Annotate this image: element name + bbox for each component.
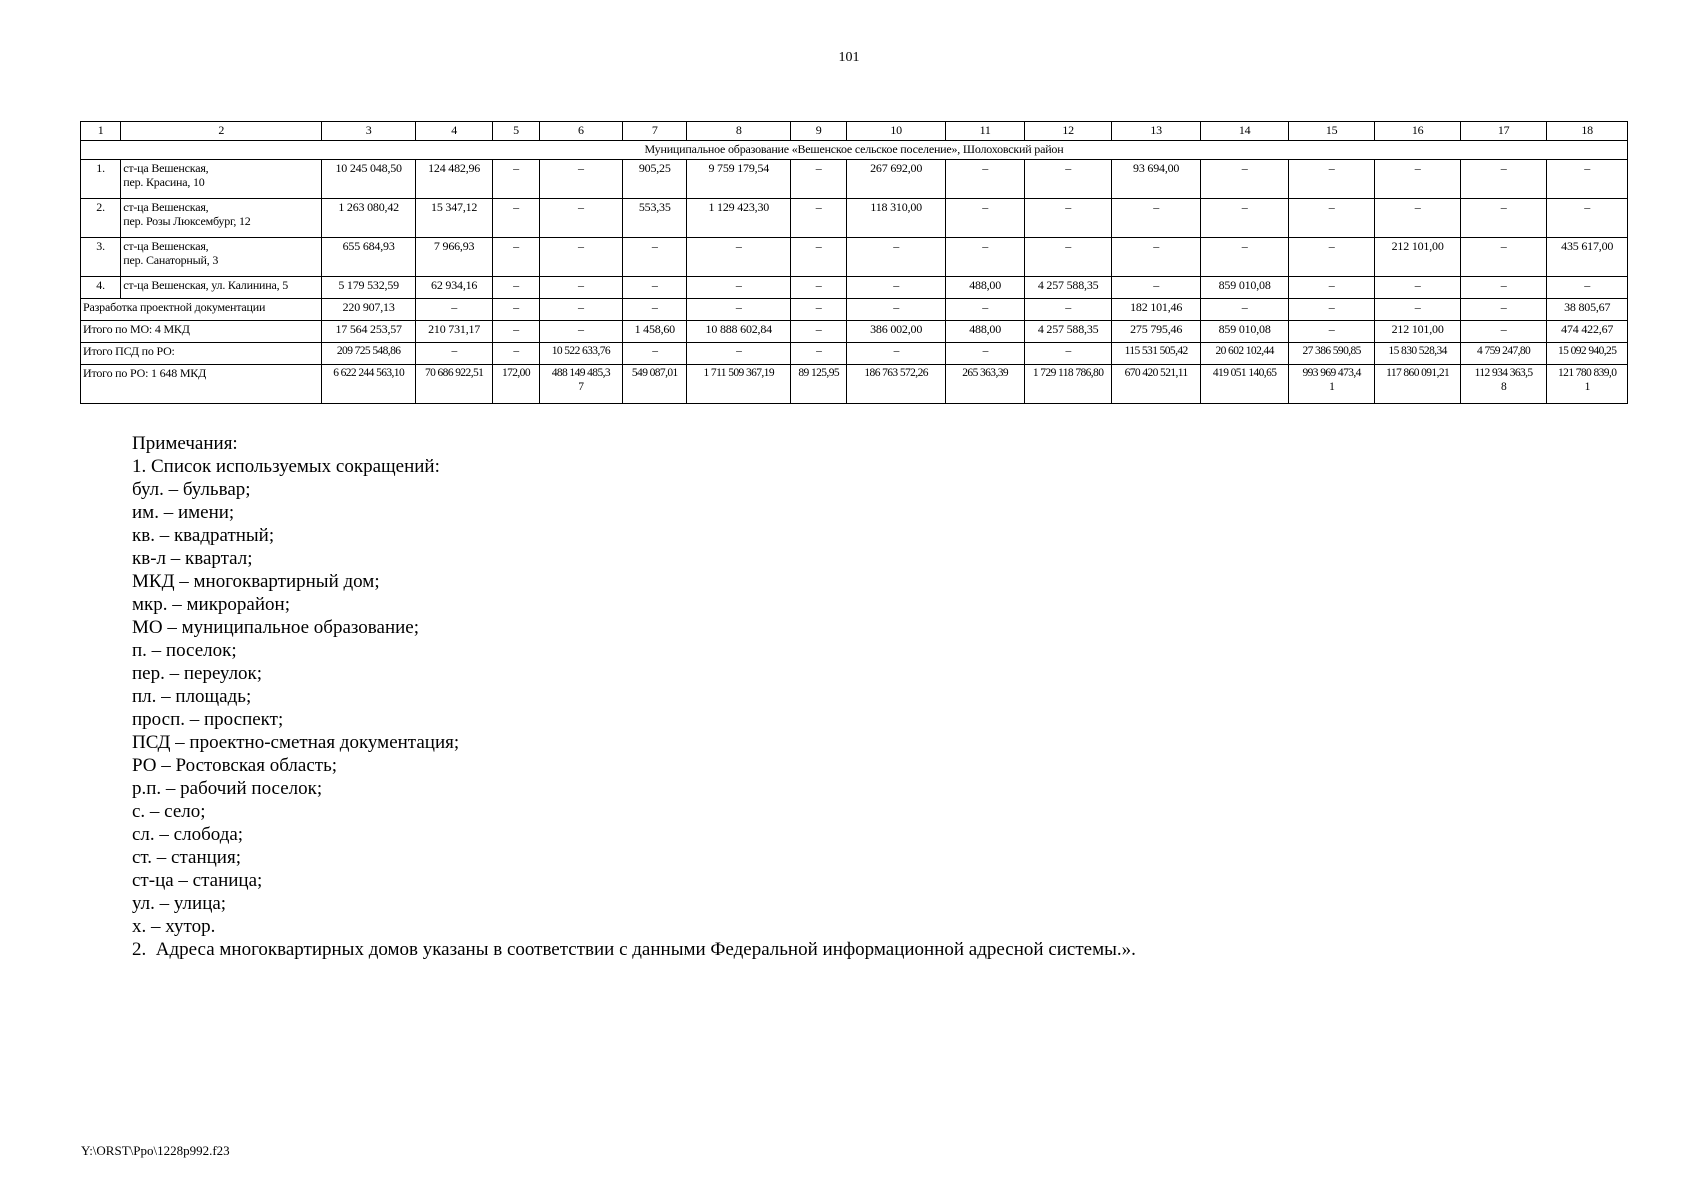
summary-value-cell: – xyxy=(847,343,946,365)
column-number-cell: 8 xyxy=(687,122,791,141)
value-cell: – xyxy=(1025,199,1112,238)
summary-value-cell: 10 888 602,84 xyxy=(687,321,791,343)
summary-row xyxy=(81,321,1628,343)
value-cell: – xyxy=(623,277,687,299)
value-cell: – xyxy=(847,277,946,299)
summary-value-cell: 15 092 940,25 xyxy=(1547,343,1628,365)
summary-value-cell: – xyxy=(1288,299,1375,321)
summary-value-cell: – xyxy=(415,299,492,321)
column-number-cell: 14 xyxy=(1201,122,1289,141)
notes xyxy=(132,432,1582,961)
summary-value-cell: 1 711 509 367,19 xyxy=(687,365,791,404)
summary-value-cell: 38 805,67 xyxy=(1547,299,1628,321)
value-cell: 267 692,00 xyxy=(847,160,946,199)
abbreviation-item: х. – хутор. xyxy=(132,916,216,937)
value-cell: – xyxy=(1460,277,1547,299)
summary-value-cell: 220 907,13 xyxy=(322,299,416,321)
row-number: 1. xyxy=(81,160,121,199)
value-cell: 118 310,00 xyxy=(847,199,946,238)
summary-value-cell: 670 420 521,11 xyxy=(1111,365,1201,404)
value-cell: 15 347,12 xyxy=(415,199,492,238)
value-cell: – xyxy=(1375,199,1460,238)
value-cell: – xyxy=(687,238,791,277)
summary-value-cell: 4 759 247,80 xyxy=(1460,343,1547,365)
value-cell: – xyxy=(1288,199,1375,238)
column-number-cell: 3 xyxy=(322,122,416,141)
value-cell: – xyxy=(539,277,622,299)
address-line: пер. Санаторный, 3 xyxy=(123,253,219,267)
value-cell: – xyxy=(1201,238,1289,277)
summary-value-cell: 172,00 xyxy=(493,365,539,404)
row-number: 4. xyxy=(81,277,121,299)
summary-value-cell: – xyxy=(791,321,847,343)
summary-value-cell: 419 051 140,65 xyxy=(1201,365,1289,404)
value-cell: – xyxy=(1025,160,1112,199)
summary-label: Итого по МО: 4 МКД xyxy=(81,321,322,343)
summary-value-cell: 1 729 118 786,80 xyxy=(1025,365,1112,404)
summary-value-cell: – xyxy=(1460,321,1547,343)
value-cell: – xyxy=(1547,160,1628,199)
abbreviation-item: пл. – площадь; xyxy=(132,686,252,707)
summary-value-cell: – xyxy=(1025,299,1112,321)
summary-row xyxy=(81,365,1628,404)
value-cell: – xyxy=(493,160,539,199)
summary-value-cell: – xyxy=(945,299,1024,321)
value-cell: – xyxy=(1025,238,1112,277)
value-cell: 905,25 xyxy=(623,160,687,199)
abbreviations-title: 1. Список используемых сокращений: xyxy=(132,456,440,477)
summary-value-cell: – xyxy=(687,299,791,321)
value-cell: 435 617,00 xyxy=(1547,238,1628,277)
file-path-footer: Y:\ORST\Ppo\1228p992.f23 xyxy=(81,1143,230,1158)
column-number-cell: 6 xyxy=(539,122,622,141)
address-cell xyxy=(121,199,322,238)
column-number-cell: 4 xyxy=(415,122,492,141)
data-table xyxy=(80,121,1628,404)
summary-value-cell: – xyxy=(493,321,539,343)
abbreviation-item: п. – поселок; xyxy=(132,640,237,661)
value-cell: – xyxy=(539,199,622,238)
summary-value-cell: – xyxy=(1201,299,1289,321)
value-cell: – xyxy=(1111,277,1201,299)
value-cell: – xyxy=(539,160,622,199)
table-row xyxy=(81,160,1628,199)
abbreviation-item: им. – имени; xyxy=(132,502,235,523)
section-title-row xyxy=(81,141,1628,160)
summary-value-cell: – xyxy=(1375,299,1460,321)
abbreviation-item: ст. – станция; xyxy=(132,847,241,868)
column-number-row xyxy=(81,122,1628,141)
value-cell: – xyxy=(1375,160,1460,199)
summary-value-cell: – xyxy=(539,299,622,321)
table-row xyxy=(81,277,1628,299)
value-cell: – xyxy=(1460,238,1547,277)
value-cell: – xyxy=(1288,160,1375,199)
summary-value-cell: 89 125,95 xyxy=(791,365,847,404)
value-cell: – xyxy=(1111,238,1201,277)
summary-value-cell: – xyxy=(791,299,847,321)
value-cell: – xyxy=(1460,199,1547,238)
address-cell xyxy=(121,238,322,277)
column-number-cell: 1 xyxy=(81,122,121,141)
summary-value-cell: 6 622 244 563,10 xyxy=(322,365,416,404)
summary-value-cell: 17 564 253,57 xyxy=(322,321,416,343)
address-line: ст-ца Вешенская, xyxy=(123,200,209,214)
value-cell: – xyxy=(1460,160,1547,199)
address-line: ст-ца Вешенская, ул. Калинина, 5 xyxy=(123,278,289,292)
value-cell: 1 129 423,30 xyxy=(687,199,791,238)
column-number-cell: 17 xyxy=(1460,122,1547,141)
summary-value-cell: 27 386 590,85 xyxy=(1288,343,1375,365)
summary-value-cell: – xyxy=(1025,343,1112,365)
summary-value-cell: 993 969 473,4 1 xyxy=(1288,365,1375,404)
column-number-cell: 10 xyxy=(847,122,946,141)
abbreviation-item: кв-л – квартал; xyxy=(132,548,253,569)
notes-heading: Примечания: xyxy=(132,433,238,454)
table-body xyxy=(81,122,1628,404)
value-cell: – xyxy=(945,160,1024,199)
summary-label: Итого ПСД по РО: xyxy=(81,343,322,365)
summary-value-cell: 265 363,39 xyxy=(945,365,1024,404)
value-cell: – xyxy=(791,160,847,199)
value-cell: 7 966,93 xyxy=(415,238,492,277)
address-line: ст-ца Вешенская, xyxy=(123,239,209,253)
value-cell: 93 694,00 xyxy=(1111,160,1201,199)
summary-value-cell: – xyxy=(415,343,492,365)
value-cell: – xyxy=(791,199,847,238)
summary-value-cell: – xyxy=(493,299,539,321)
abbreviation-item: ПСД – проектно-сметная документация; xyxy=(132,732,460,753)
value-cell: 9 759 179,54 xyxy=(687,160,791,199)
abbreviation-item: бул. – бульвар; xyxy=(132,479,251,500)
summary-value-cell: 20 602 102,44 xyxy=(1201,343,1289,365)
column-number-cell: 2 xyxy=(121,122,322,141)
summary-value-cell: 186 763 572,26 xyxy=(847,365,946,404)
summary-label: Разработка проектной документации xyxy=(81,299,322,321)
summary-value-cell: 859 010,08 xyxy=(1201,321,1289,343)
summary-row xyxy=(81,343,1628,365)
summary-label: Итого по РО: 1 648 МКД xyxy=(81,365,322,404)
row-number: 2. xyxy=(81,199,121,238)
abbreviation-item: ст-ца – станица; xyxy=(132,870,263,891)
column-number-cell: 9 xyxy=(791,122,847,141)
value-cell: – xyxy=(687,277,791,299)
value-cell: 859 010,08 xyxy=(1201,277,1289,299)
summary-value-cell: – xyxy=(623,299,687,321)
address-cell xyxy=(121,160,322,199)
abbreviation-item: с. – село; xyxy=(132,801,206,822)
column-number-cell: 13 xyxy=(1111,122,1201,141)
summary-value-cell: 182 101,46 xyxy=(1111,299,1201,321)
summary-value-cell: 212 101,00 xyxy=(1375,321,1460,343)
value-cell: – xyxy=(1201,199,1289,238)
value-cell: 655 684,93 xyxy=(322,238,416,277)
abbreviation-item: ул. – улица; xyxy=(132,893,227,914)
value-cell: 1 263 080,42 xyxy=(322,199,416,238)
address-cell xyxy=(121,277,322,299)
value-cell: – xyxy=(1547,277,1628,299)
page-number: 101 xyxy=(838,50,860,65)
value-cell: – xyxy=(1111,199,1201,238)
value-cell: – xyxy=(623,238,687,277)
column-number-cell: 16 xyxy=(1375,122,1460,141)
summary-value-cell: – xyxy=(791,343,847,365)
summary-value-cell: 488 149 485,3 7 xyxy=(539,365,622,404)
address-line: пер. Красина, 10 xyxy=(123,175,205,189)
abbreviation-item: мкр. – микрорайон; xyxy=(132,594,290,615)
abbreviation-item: МО – муниципальное образование; xyxy=(132,617,420,638)
value-cell: – xyxy=(1547,199,1628,238)
summary-value-cell: 117 860 091,21 xyxy=(1375,365,1460,404)
value-cell: – xyxy=(791,238,847,277)
abbreviation-item: просп. – проспект; xyxy=(132,709,284,730)
value-cell: 62 934,16 xyxy=(415,277,492,299)
summary-value-cell: 1 458,60 xyxy=(623,321,687,343)
column-number-cell: 15 xyxy=(1288,122,1375,141)
value-cell: – xyxy=(1288,277,1375,299)
summary-value-cell: – xyxy=(687,343,791,365)
summary-value-cell: 15 830 528,34 xyxy=(1375,343,1460,365)
summary-value-cell: 115 531 505,42 xyxy=(1111,343,1201,365)
note-item-2: 2. Адреса многоквартирных домов указаны в соответствии с данными Федеральной информационной адресной системы.». xyxy=(132,939,1136,960)
summary-row xyxy=(81,299,1628,321)
summary-value-cell: 488,00 xyxy=(945,321,1024,343)
value-cell: – xyxy=(945,238,1024,277)
abbreviation-item: р.п. – рабочий поселок; xyxy=(132,778,323,799)
summary-value-cell: 112 934 363,5 8 xyxy=(1460,365,1547,404)
summary-value-cell: – xyxy=(623,343,687,365)
column-number-cell: 5 xyxy=(493,122,539,141)
value-cell: – xyxy=(493,277,539,299)
column-number-cell: 18 xyxy=(1547,122,1628,141)
value-cell: – xyxy=(1288,238,1375,277)
value-cell: – xyxy=(791,277,847,299)
summary-value-cell: 209 725 548,86 xyxy=(322,343,416,365)
column-number-cell: 12 xyxy=(1025,122,1112,141)
summary-value-cell: – xyxy=(847,299,946,321)
abbreviation-item: РО – Ростовская область; xyxy=(132,755,338,776)
value-cell: – xyxy=(945,199,1024,238)
summary-value-cell: – xyxy=(539,321,622,343)
address-line: ст-ца Вешенская, xyxy=(123,161,209,175)
value-cell: 5 179 532,59 xyxy=(322,277,416,299)
summary-value-cell: – xyxy=(493,343,539,365)
value-cell: 488,00 xyxy=(945,277,1024,299)
address-line: пер. Розы Люксембург, 12 xyxy=(123,214,251,228)
abbreviation-item: пер. – переулок; xyxy=(132,663,263,684)
summary-value-cell: 275 795,46 xyxy=(1111,321,1201,343)
abbreviation-item: кв. – квадратный; xyxy=(132,525,275,546)
abbreviation-item: МКД – многоквартирный дом; xyxy=(132,571,380,592)
summary-value-cell: 10 522 633,76 xyxy=(539,343,622,365)
section-title: Муниципальное образование «Вешенское сельское поселение», Шолоховский район xyxy=(81,141,1628,160)
value-cell: – xyxy=(847,238,946,277)
summary-value-cell: – xyxy=(1288,321,1375,343)
value-cell: 124 482,96 xyxy=(415,160,492,199)
summary-value-cell: – xyxy=(1460,299,1547,321)
summary-value-cell: – xyxy=(945,343,1024,365)
summary-value-cell: 386 002,00 xyxy=(847,321,946,343)
abbreviations-list xyxy=(132,478,1582,938)
summary-value-cell: 549 087,01 xyxy=(623,365,687,404)
value-cell: 10 245 048,50 xyxy=(322,160,416,199)
table-row xyxy=(81,199,1628,238)
value-cell: 553,35 xyxy=(623,199,687,238)
value-cell: – xyxy=(493,199,539,238)
summary-value-cell: 4 257 588,35 xyxy=(1025,321,1112,343)
value-cell: 212 101,00 xyxy=(1375,238,1460,277)
value-cell: – xyxy=(1375,277,1460,299)
value-cell: – xyxy=(539,238,622,277)
row-number: 3. xyxy=(81,238,121,277)
column-number-cell: 11 xyxy=(945,122,1024,141)
value-cell: – xyxy=(493,238,539,277)
abbreviation-item: сл. – слобода; xyxy=(132,824,244,845)
table-row xyxy=(81,238,1628,277)
summary-value-cell: 121 780 839,0 1 xyxy=(1547,365,1628,404)
value-cell: 4 257 588,35 xyxy=(1025,277,1112,299)
summary-value-cell: 210 731,17 xyxy=(415,321,492,343)
column-number-cell: 7 xyxy=(623,122,687,141)
summary-value-cell: 70 686 922,51 xyxy=(415,365,492,404)
summary-value-cell: 474 422,67 xyxy=(1547,321,1628,343)
value-cell: – xyxy=(1201,160,1289,199)
